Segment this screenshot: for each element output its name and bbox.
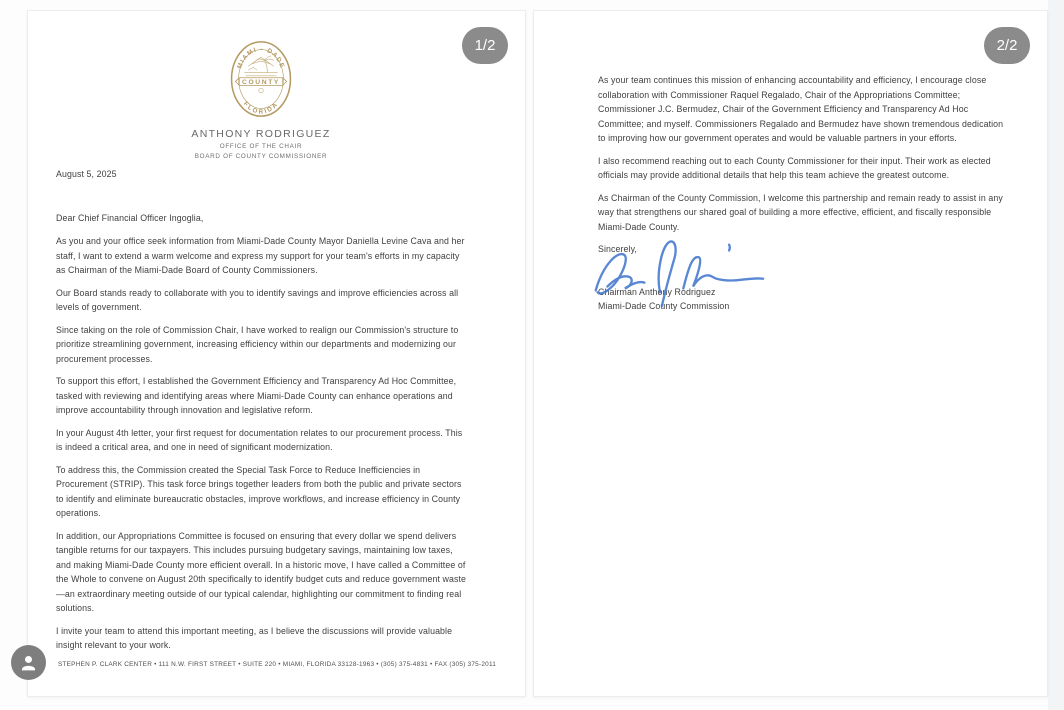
seal-top-text: MIAMI - DADE (236, 45, 286, 70)
letterhead-name: ANTHONY RODRIGUEZ (191, 128, 331, 140)
body-paragraph: To address this, the Commission created the Special Task Force to Reduce Inefficiencies in Procurement (STRIP). This task force brings together leaders from both the public and private sectors to identify and eliminate bureaucratic obstacles, improve workflows, and increase efficiency in County operations. (56, 464, 462, 518)
signer-block (598, 285, 1006, 314)
letterhead (131, 39, 391, 160)
body-paragraph: As you and your office seek information from Miami-Dade County Mayor Daniella Levine Cava and her staff, I want to extend a warm welcome and express my support for your team's efforts in my capacity as Chairman of the Miami-Dade Board of County Commissioners. (56, 236, 465, 275)
seal-bottom-text: FLORIDA (241, 100, 281, 116)
body-paragraph: As Chairman of the County Commission, I welcome this partnership and remain ready to assist in any way that strengthens our shared goal of building a more effective, efficient, and fiscally responsible Miami-Dade County. (598, 192, 1003, 232)
signer-name: Chairman Anthony Rodriguez (598, 286, 716, 297)
user-avatar-button[interactable] (11, 645, 46, 680)
letter-salutation: Dear Chief Financial Officer Ingoglia, (56, 212, 204, 223)
letter-closing: Sincerely, (598, 244, 637, 254)
signer-org: Miami-Dade County Commission (598, 301, 730, 311)
user-icon (18, 652, 39, 673)
letter-date: August 5, 2025 (56, 169, 117, 179)
miami-dade-county-seal-icon (229, 39, 293, 119)
letter-body-page-2 (598, 73, 1006, 314)
page-indicator-badge: 2/2 (984, 27, 1030, 64)
body-paragraph: In addition, our Appropriations Committee is focused on ensuring that every dollar we spend delivers tangible returns for our taxpayers. This includes pursuing budgetary savings, maintaining low taxes, and making Miami-Dade County more efficient overall. In a historic move, I have called a Committee of the Whole to convene on August 20th specifically to identify budget cuts and reduce government waste—an extraordinary meeting outside of our typical calendar, highlighting our commitment to finding real solutions. (56, 530, 467, 613)
body-paragraph: I also recommend reaching out to each County Commissioner for their input. Their work as elected officials may provide additional details that help this team achieve the greatest outcome. (598, 155, 991, 180)
letterhead-board-line: BOARD OF COUNTY COMMISSIONER (194, 153, 328, 160)
body-paragraph: To support this effort, I established the Government Efficiency and Transparency Ad Hoc Committee, tasked with reviewing and identifying areas where Miami-Dade County can enhance operations and improve accountability through innovation and legislative reform. (56, 376, 457, 415)
viewer-background-band (1048, 0, 1064, 710)
page-indicator-badge: 1/2 (462, 27, 508, 64)
seal-banner (235, 78, 286, 86)
body-paragraph: I invite your team to attend this important meeting, as I believe the discussions will provide valuable insight relevant to your work. (56, 625, 453, 650)
body-paragraph: In your August 4th letter, your first request for documentation relates to our procurement process. This is indeed a critical area, and one in need of significant modernization. (56, 427, 463, 452)
body-paragraph: Since taking on the role of Commission Chair, I have worked to realign our Commission's structure to prioritize streamlining government, increasing efficiency within our departments and modernizing our procurement processes. (56, 324, 459, 364)
body-paragraph: Our Board stands ready to collaborate with you to identify savings and improve efficiencies across all levels of government. (56, 287, 459, 312)
letter-footer-address: STEPHEN P. CLARK CENTER • 111 N.W. FIRST STREET • SUITE 220 • MIAMI, FLORIDA 33128-1963 • (305) 375-4831 • FAX (305) 375-2011 (58, 661, 497, 668)
letterhead-office-line: OFFICE OF THE CHAIR (219, 143, 303, 150)
letter-page-1 (27, 10, 526, 697)
seal-banner-text: COUNTY (242, 78, 280, 86)
letter-page-2 (533, 10, 1048, 697)
letter-body-page-1 (56, 167, 470, 661)
body-paragraph: As your team continues this mission of enhancing accountability and efficiency, I encourage close collaboration with Commissioner Raquel Regalado, Chair of the Appropriations Committee; Commissioner J.C. Bermudez, Chair of the Government Efficiency and Transparency Ad Hoc Committee; and myself. Commissioners Regalado and Bermudez have shown tremendous dedication to improving how our government operates and would be valuable partners in your efforts. (598, 75, 1004, 143)
